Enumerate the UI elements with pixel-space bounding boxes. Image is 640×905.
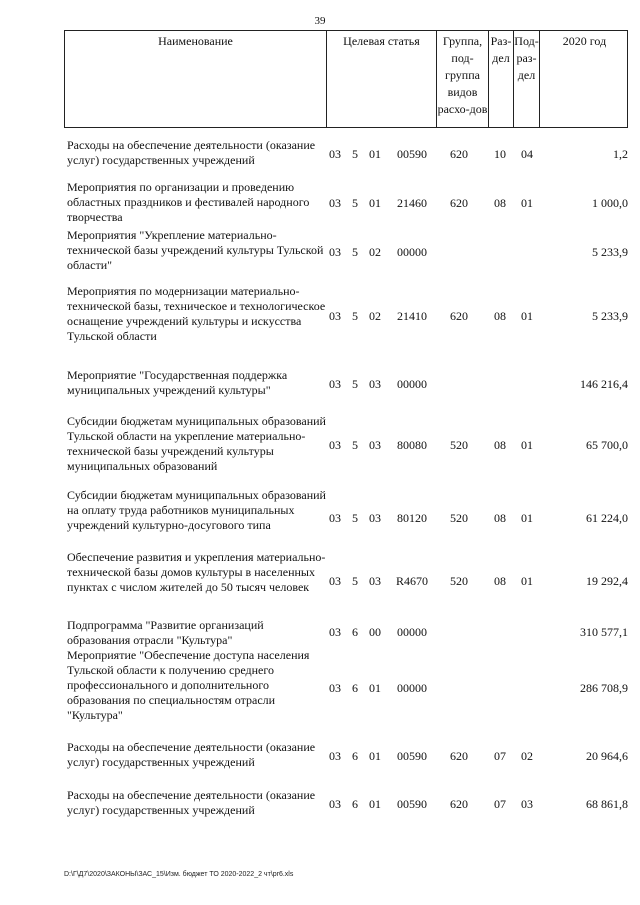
cell-amount: 310 577,1: [580, 625, 628, 639]
cell-b: 6: [352, 681, 358, 695]
table-header: [64, 30, 628, 128]
cell-d: 00000: [397, 245, 427, 259]
cell-a: 03: [329, 377, 341, 391]
cell-group: 620: [450, 749, 468, 763]
cell-amount: 68 861,8: [586, 797, 628, 811]
cell-b: 5: [352, 574, 358, 588]
table-row: [64, 284, 628, 348]
cell-a: 03: [329, 625, 341, 639]
cell-d: 00000: [397, 377, 427, 391]
row-name: Мероприятия по организации и проведению областных праздников и фестивалей народного творчества: [67, 180, 310, 224]
cell-b: 5: [352, 309, 358, 323]
cell-c: 01: [369, 797, 381, 811]
cell-amount: 5 233,9: [592, 309, 628, 323]
cell-amount: 61 224,0: [586, 511, 628, 525]
cell-d: 00000: [397, 625, 427, 639]
row-name: Мероприятия по модернизации материально-технической базы, техническое и технологическое оснащение учреждений культуры и искусства Тульской области: [67, 284, 326, 343]
cell-a: 03: [329, 196, 341, 210]
cell-amount: 19 292,4: [586, 574, 628, 588]
cell-podrazdel: 01: [521, 309, 533, 323]
cell-group: 620: [450, 196, 468, 210]
header-group: Группа, под-группа видов расхо-дов: [437, 31, 489, 127]
cell-razdel: 07: [494, 749, 506, 763]
cell-c: 03: [369, 377, 381, 391]
cell-c: 03: [369, 438, 381, 452]
cell-razdel: 08: [494, 574, 506, 588]
cell-a: 03: [329, 681, 341, 695]
cell-amount: 1 000,0: [592, 196, 628, 210]
row-name: Расходы на обеспечение деятельности (оказание услуг) государственных учреждений: [67, 138, 316, 167]
cell-group: 520: [450, 511, 468, 525]
page-number: 39: [314, 15, 326, 27]
cell-c: 02: [369, 309, 381, 323]
cell-razdel: 08: [494, 196, 506, 210]
cell-a: 03: [329, 245, 341, 259]
cell-c: 03: [369, 574, 381, 588]
table-row: [64, 550, 628, 612]
table-row: [64, 368, 628, 400]
cell-a: 03: [329, 749, 341, 763]
cell-razdel: 08: [494, 309, 506, 323]
row-name: Субсидии бюджетам муниципальных образований Тульской области на укрепление материально-технической базы учреждений культуры муниципальных образований: [67, 414, 326, 473]
table-row: [64, 488, 628, 548]
table-row: [64, 788, 628, 820]
cell-amount: 20 964,6: [586, 749, 628, 763]
row-name: Обеспечение развития и укрепления материально-технической базы домов культуры в населенных пунктах с числом жителей до 50 тысяч человек: [67, 550, 326, 594]
cell-d: 00590: [397, 749, 427, 763]
cell-c: 03: [369, 511, 381, 525]
cell-amount: 286 708,9: [580, 681, 628, 695]
cell-b: 5: [352, 377, 358, 391]
cell-d: 00590: [397, 797, 427, 811]
cell-a: 03: [329, 147, 341, 161]
cell-a: 03: [329, 309, 341, 323]
cell-c: 01: [369, 196, 381, 210]
cell-d: 80080: [397, 438, 427, 452]
cell-amount: 146 216,4: [580, 377, 628, 391]
cell-podrazdel: 02: [521, 749, 533, 763]
row-name: Мероприятие "Обеспечение доступа населения Тульской области к получению среднего профессионального и дополнительного образования по специальностям отрасли "Культура": [67, 648, 310, 722]
header-razdel: Раз-дел: [489, 31, 514, 127]
cell-group: 620: [450, 147, 468, 161]
row-name: Расходы на обеспечение деятельности (оказание услуг) государственных учреждений: [67, 788, 316, 817]
cell-d: 00000: [397, 681, 427, 695]
cell-podrazdel: 04: [521, 147, 533, 161]
cell-group: 520: [450, 574, 468, 588]
header-year: 2020 год: [562, 34, 607, 48]
table-row: [64, 648, 628, 728]
cell-d: R4670: [395, 574, 428, 588]
cell-amount: 5 233,9: [592, 245, 628, 259]
header-podrazdel: Под-раз-дел: [514, 31, 540, 127]
row-name: Мероприятие "Государственная поддержка муниципальных учреждений культуры": [67, 368, 288, 397]
cell-b: 5: [352, 147, 358, 161]
cell-group: 620: [450, 797, 468, 811]
cell-d: 21410: [397, 309, 427, 323]
cell-amount: 1,2: [613, 147, 628, 161]
cell-podrazdel: 03: [521, 797, 533, 811]
table-row: [64, 414, 628, 476]
cell-b: 5: [352, 511, 358, 525]
row-name: Субсидии бюджетам муниципальных образований на оплату труда работников муниципальных учреждений культурно-досугового типа: [67, 488, 326, 532]
cell-b: 5: [352, 438, 358, 452]
table-row: [64, 618, 628, 646]
cell-group: 620: [450, 309, 468, 323]
cell-amount: 65 700,0: [586, 438, 628, 452]
cell-razdel: 10: [494, 147, 506, 161]
cell-podrazdel: 01: [521, 438, 533, 452]
cell-c: 01: [369, 681, 381, 695]
cell-d: 00590: [397, 147, 427, 161]
cell-d: 21460: [397, 196, 427, 210]
cell-c: 01: [369, 749, 381, 763]
row-name: Подпрограмма "Развитие организаций образования отрасли "Культура": [67, 618, 264, 647]
cell-group: 520: [450, 438, 468, 452]
cell-b: 6: [352, 625, 358, 639]
cell-c: 00: [369, 625, 381, 639]
cell-a: 03: [329, 797, 341, 811]
cell-razdel: 07: [494, 797, 506, 811]
cell-a: 03: [329, 438, 341, 452]
cell-podrazdel: 01: [521, 511, 533, 525]
cell-razdel: 08: [494, 438, 506, 452]
table-row: [64, 138, 628, 170]
header-target: Целевая статья: [327, 31, 437, 127]
file-path-footer: D:\Г\Д7\2020\ЗАКОНЫ\ЗАС_15\Изм. бюджет ТО 2020-2022_2 чт\pr6.xls: [64, 871, 294, 878]
row-name: Расходы на обеспечение деятельности (оказание услуг) государственных учреждений: [67, 740, 316, 769]
table-row: [64, 740, 628, 772]
cell-b: 5: [352, 196, 358, 210]
cell-b: 6: [352, 749, 358, 763]
cell-b: 5: [352, 245, 358, 259]
cell-a: 03: [329, 574, 341, 588]
cell-a: 03: [329, 511, 341, 525]
cell-c: 02: [369, 245, 381, 259]
row-name: Мероприятия "Укрепление материально-технической базы учреждений культуры Тульской области": [67, 228, 324, 272]
cell-b: 6: [352, 797, 358, 811]
header-name: Наименование: [65, 31, 327, 127]
cell-d: 80120: [397, 511, 427, 525]
table-row: [64, 228, 628, 276]
cell-podrazdel: 01: [521, 196, 533, 210]
cell-c: 01: [369, 147, 381, 161]
table-row: [64, 180, 628, 226]
cell-podrazdel: 01: [521, 574, 533, 588]
cell-razdel: 08: [494, 511, 506, 525]
